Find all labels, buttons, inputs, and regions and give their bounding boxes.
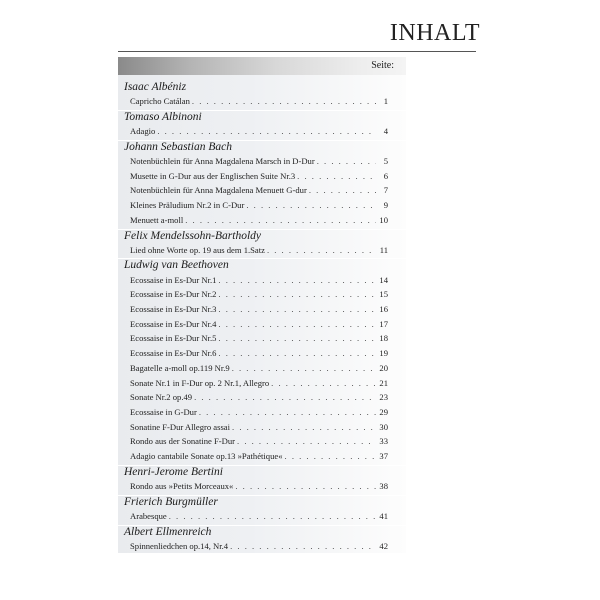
entry-title: Lied ohne Worte op. 19 aus dem 1.Satz [130,244,265,255]
entry-title: Musette in G-Dur aus der Englischen Suite Nr.3 [130,170,296,181]
entry-title: Adagio cantabile Sonate op.13 »Pathétique« [130,451,283,461]
toc-entry-line [130,304,388,314]
entry-page-number: 4 [383,126,388,137]
toc-entry-line [130,171,388,181]
entry-title: Notenbüchlein für Anna Magdalena Marsch in D-Dur [130,156,315,166]
entry-page-number: 30 [379,421,388,432]
entry-title: Ecossaise in Es-Dur Nr.6 [130,348,217,359]
dot-leader [199,407,376,417]
dot-leader [218,319,376,329]
entry-title: Ecossaise in Es-Dur Nr.4 [130,318,217,329]
entry-page-number: 10 [379,214,388,225]
entry-page-number: 29 [379,406,388,417]
toc-entry[interactable] [118,156,406,170]
entry-page-number: 21 [379,377,388,388]
entry-page-number: 7 [383,185,388,196]
entry-title: Rondo aus »Petits Morceaux« [130,480,234,491]
entry-title: Arabesque [130,510,167,521]
page-column-label: Seite: [371,60,394,71]
dot-leader [218,275,376,285]
entry-page-number: 15 [379,289,388,300]
toc-entry[interactable] [118,185,406,199]
toc-entry-line [130,96,388,106]
entry-title: Bagatelle a-moll op.119 Nr.9 [130,362,230,373]
entry-title: Spinnenliedchen op.14, Nr.4 [130,540,229,551]
composer-heading [118,111,406,125]
entry-page-number: 20 [379,362,388,373]
toc-entry[interactable] [118,378,406,392]
entry-title: Ecossaise in Es-Dur Nr.2 [130,289,217,300]
toc-entry-line [130,407,388,417]
toc-entry[interactable] [118,126,406,140]
entry-page-number: 33 [379,436,388,447]
toc-entry[interactable] [118,304,406,318]
toc-entry[interactable] [118,245,406,259]
toc-entry-line [130,156,388,166]
toc-entry[interactable] [118,333,406,347]
composer-heading [118,466,406,480]
toc-entry-line [130,392,388,402]
dot-leader [218,304,376,314]
composer-name: Albert Ellmenreich [124,525,212,538]
toc-entry-line [130,436,388,446]
dot-leader [317,156,376,166]
composer-name: Frierich Burgmüller [124,495,218,508]
toc-entry[interactable] [118,541,406,555]
entry-page-number: 6 [383,170,388,181]
dot-leader [194,392,376,402]
toc-entry[interactable] [118,200,406,214]
toc-panel [118,75,406,553]
entry-title: Rondo aus der Sonatine F-Dur [130,436,236,447]
toc-entry[interactable] [118,348,406,362]
entry-page-number: 1 [383,96,388,107]
dot-leader [185,215,376,225]
dot-leader [218,289,376,299]
toc-entry-line [130,215,388,225]
entry-title: Sonatine F-Dur Allegro assai [130,421,231,432]
entry-page-number: 41 [379,510,388,521]
dot-leader [232,422,376,432]
dot-leader [246,200,376,210]
entry-title: Ecossaise in Es-Dur Nr.3 [130,304,217,314]
entry-page-number: 38 [379,480,388,491]
entry-page-number: 17 [379,318,388,329]
entry-page-number: 18 [379,333,388,344]
dot-leader [309,185,376,195]
composer-name: Isaac Albéniz [124,81,187,93]
composer-heading [118,141,406,155]
dot-leader [271,378,376,388]
toc-entry-line [130,275,388,285]
entry-title: Capricho Catálan [130,96,190,107]
entry-title: Ecossaise in Es-Dur Nr.5 [130,333,217,344]
toc-entry[interactable] [118,407,406,421]
composer-heading [118,496,406,510]
composer-name: Tomaso Albinoni [124,110,202,123]
composer-name: Felix Mendelssohn-Bartholdy [124,229,262,242]
dot-leader [297,171,376,181]
toc-entry[interactable] [118,511,406,525]
page-title: INHALT [389,20,480,46]
entry-page-number: 11 [379,244,388,255]
toc-entry-line [130,126,388,136]
entry-page-number: 23 [379,392,388,403]
toc-entry[interactable] [118,319,406,333]
entry-title: Sonate Nr.1 in F-Dur op. 2 Nr.1, Allegro [130,377,270,388]
entry-title: Notenbüchlein für Anna Magdalena Menuett G-dur [130,185,307,196]
title-rule [118,51,476,52]
toc-entry-line [130,378,388,388]
entry-title: Sonate Nr.2 op.49 [130,392,193,403]
toc-entry-line [130,363,388,373]
dot-leader [285,451,376,461]
dot-leader [235,481,376,491]
composer-name: Johann Sebastian Bach [124,140,232,153]
dot-leader [192,96,376,106]
toc-header-bar [118,57,406,75]
toc-entry[interactable] [118,215,406,229]
entry-page-number: 16 [379,304,388,314]
toc-entry[interactable] [118,275,406,289]
toc-entry-line [130,348,388,358]
dot-leader [267,245,376,255]
entry-title: Ecossaise in G-Dur [130,406,197,417]
entry-page-number: 5 [383,156,388,166]
toc-entry[interactable] [118,363,406,377]
entry-page-number: 19 [379,348,388,359]
dot-leader [230,541,376,551]
toc-entry-line [130,289,388,299]
toc-entry[interactable] [118,451,406,465]
toc-entry[interactable] [118,289,406,303]
toc-entry-line [130,200,388,210]
entry-title: Adagio [130,126,156,137]
toc-entry-line [130,422,388,432]
toc-entry[interactable] [118,481,406,495]
toc-entry-line [130,511,388,521]
composer-name: Ludwig van Beethoven [124,259,229,272]
toc-entry[interactable] [118,422,406,436]
composer-name: Henri-Jerome Bertini [124,465,223,478]
toc-entry[interactable] [118,96,406,110]
entry-title: Ecossaise in Es-Dur Nr.1 [130,274,217,285]
dot-leader [218,333,376,343]
toc-entry-line [130,541,388,551]
composer-heading [118,259,406,273]
toc-entry-line [130,333,388,343]
entry-page-number: 9 [383,200,388,211]
entry-title: Menuett a-moll [130,214,184,225]
composer-heading [118,81,406,95]
toc-entry-line [130,185,388,195]
entry-page-number: 14 [379,274,388,285]
toc-entry-line [130,319,388,329]
toc-entry[interactable] [118,392,406,406]
composer-heading [118,526,406,540]
entry-title: Kleines Präludium Nr.2 in C-Dur [130,200,245,211]
toc-entry-line [130,481,388,491]
toc-entry[interactable] [118,436,406,450]
composer-heading [118,230,406,244]
dot-leader [218,348,376,358]
dot-leader [232,363,376,373]
dot-leader [169,511,376,521]
toc-entry-line [130,245,388,255]
toc-entry-line [130,451,388,461]
toc-entry[interactable] [118,171,406,185]
dot-leader [237,436,376,446]
dot-leader [157,126,376,136]
entry-page-number: 37 [379,451,388,461]
entry-page-number: 42 [379,540,388,551]
